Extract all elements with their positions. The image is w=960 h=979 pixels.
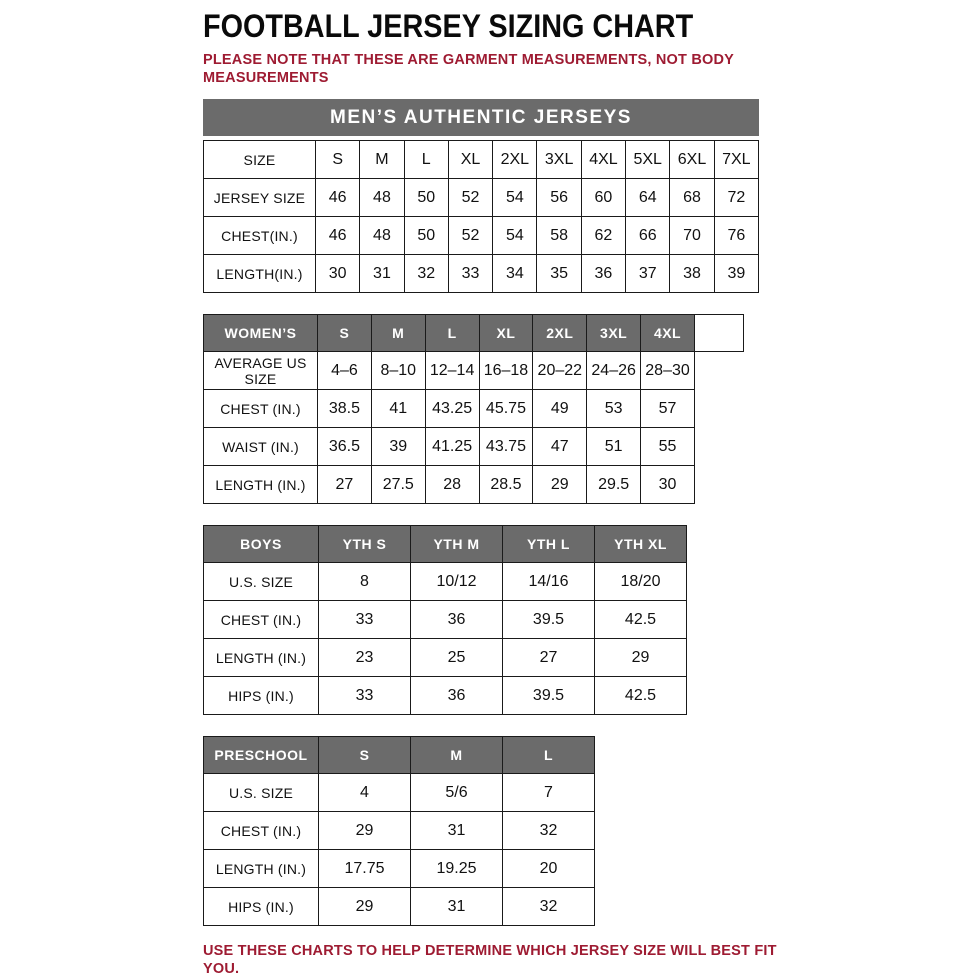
value-cell: 39.5	[503, 677, 595, 715]
table-row	[204, 352, 695, 390]
garment-measurement-note: PLEASE NOTE THAT THESE ARE GARMENT MEASUREMENTS, NOT BODY MEASUREMENTS	[203, 52, 734, 87]
table-row	[204, 428, 695, 466]
value-cell: 31	[360, 255, 404, 293]
value-cell: 29	[319, 888, 411, 926]
value-cell: 25	[411, 639, 503, 677]
value-cell: 4XL	[581, 141, 625, 179]
value-cell: 72	[714, 179, 758, 217]
fit-advice-note: USE THESE CHARTS TO HELP DETERMINE WHICH JERSEY SIZE WILL BEST FIT YOU.	[203, 943, 777, 978]
row-label-cell: LENGTH (IN.)	[204, 639, 319, 677]
value-cell: 52	[448, 217, 492, 255]
mens-sizing-table	[203, 140, 759, 293]
value-cell: 50	[404, 217, 448, 255]
value-cell: 16–18	[479, 352, 533, 390]
row-label-cell: CHEST(IN.)	[204, 217, 316, 255]
table-row	[204, 812, 595, 850]
value-cell: 50	[404, 179, 448, 217]
value-cell: 43.75	[479, 428, 533, 466]
value-cell: 17.75	[319, 850, 411, 888]
value-cell: 45.75	[479, 390, 533, 428]
value-cell: 57	[641, 390, 695, 428]
value-cell: 41	[371, 390, 425, 428]
womens-table-wrap	[203, 314, 783, 504]
value-cell: 29.5	[587, 466, 641, 504]
value-cell: 46	[316, 217, 360, 255]
value-cell: 55	[641, 428, 695, 466]
header-size-cell: M	[411, 737, 503, 774]
value-cell: 28	[425, 466, 479, 504]
value-cell: 27.5	[371, 466, 425, 504]
boys-sizing-table	[203, 525, 687, 715]
row-label-cell: U.S. SIZE	[204, 563, 319, 601]
row-label-cell: JERSEY SIZE	[204, 179, 316, 217]
mens-table-banner: MEN’S AUTHENTIC JERSEYS	[203, 99, 759, 136]
value-cell: 24–26	[587, 352, 641, 390]
value-cell: 27	[503, 639, 595, 677]
preschool-table-wrap	[203, 736, 783, 926]
header-size-cell: 2XL	[533, 315, 587, 352]
value-cell: 42.5	[595, 601, 687, 639]
value-cell: 20–22	[533, 352, 587, 390]
value-cell: 29	[533, 466, 587, 504]
value-cell: 41.25	[425, 428, 479, 466]
value-cell: 31	[411, 888, 503, 926]
row-label-cell: LENGTH(IN.)	[204, 255, 316, 293]
table-row	[204, 217, 759, 255]
value-cell: 32	[503, 888, 595, 926]
value-cell: 39	[371, 428, 425, 466]
table-row	[204, 639, 687, 677]
row-label-cell: LENGTH (IN.)	[204, 466, 318, 504]
value-cell: 70	[670, 217, 714, 255]
value-cell: 33	[319, 677, 411, 715]
table-row	[204, 141, 759, 179]
header-size-cell: YTH S	[319, 526, 411, 563]
header-size-cell: YTH L	[503, 526, 595, 563]
value-cell: 31	[411, 812, 503, 850]
row-label-cell: HIPS (IN.)	[204, 888, 319, 926]
value-cell: 4	[319, 774, 411, 812]
value-cell: 39	[714, 255, 758, 293]
value-cell: 53	[587, 390, 641, 428]
value-cell: 27	[318, 466, 372, 504]
value-cell: S	[316, 141, 360, 179]
value-cell: 36	[411, 677, 503, 715]
value-cell: 64	[626, 179, 670, 217]
header-size-cell: 4XL	[641, 315, 695, 352]
header-size-cell: S	[318, 315, 372, 352]
row-label-cell: AVERAGE US SIZE	[204, 352, 318, 390]
value-cell: 32	[503, 812, 595, 850]
header-size-cell: YTH M	[411, 526, 503, 563]
value-cell: 39.5	[503, 601, 595, 639]
value-cell: 30	[316, 255, 360, 293]
preschool-sizing-table	[203, 736, 595, 926]
value-cell: 4–6	[318, 352, 372, 390]
row-label-cell: LENGTH (IN.)	[204, 850, 319, 888]
header-row	[204, 315, 695, 352]
value-cell: 33	[448, 255, 492, 293]
value-cell: 66	[626, 217, 670, 255]
value-cell: 28.5	[479, 466, 533, 504]
header-row	[204, 526, 687, 563]
value-cell: 47	[533, 428, 587, 466]
header-size-cell: XL	[479, 315, 533, 352]
header-size-cell: S	[319, 737, 411, 774]
header-label-cell: WOMEN’S	[204, 315, 318, 352]
value-cell: 38	[670, 255, 714, 293]
value-cell: 42.5	[595, 677, 687, 715]
value-cell: 76	[714, 217, 758, 255]
value-cell: 14/16	[503, 563, 595, 601]
row-label-cell: U.S. SIZE	[204, 774, 319, 812]
value-cell: 33	[319, 601, 411, 639]
value-cell: 5XL	[626, 141, 670, 179]
value-cell: 2XL	[493, 141, 537, 179]
value-cell: 49	[533, 390, 587, 428]
value-cell: 8	[319, 563, 411, 601]
value-cell: 5/6	[411, 774, 503, 812]
value-cell: 30	[641, 466, 695, 504]
header-row	[204, 737, 595, 774]
value-cell: L	[404, 141, 448, 179]
value-cell: 6XL	[670, 141, 714, 179]
row-label-cell: CHEST (IN.)	[204, 812, 319, 850]
table-row	[204, 179, 759, 217]
value-cell: 7XL	[714, 141, 758, 179]
womens-sizing-table	[203, 314, 695, 504]
value-cell: 20	[503, 850, 595, 888]
value-cell: 56	[537, 179, 581, 217]
row-label-cell: WAIST (IN.)	[204, 428, 318, 466]
value-cell: 60	[581, 179, 625, 217]
value-cell: 29	[319, 812, 411, 850]
value-cell: 7	[503, 774, 595, 812]
value-cell: 58	[537, 217, 581, 255]
table-row	[204, 888, 595, 926]
content-column	[203, 8, 783, 979]
value-cell: 10/12	[411, 563, 503, 601]
page-title: FOOTBALL JERSEY SIZING CHART	[203, 8, 694, 44]
value-cell: 18/20	[595, 563, 687, 601]
header-size-cell: 3XL	[587, 315, 641, 352]
value-cell: M	[360, 141, 404, 179]
value-cell: 35	[537, 255, 581, 293]
table-row	[204, 601, 687, 639]
value-cell: 36	[581, 255, 625, 293]
value-cell: 3XL	[537, 141, 581, 179]
value-cell: 54	[493, 179, 537, 217]
boys-table-wrap	[203, 525, 783, 715]
value-cell: 62	[581, 217, 625, 255]
value-cell: 48	[360, 179, 404, 217]
value-cell: 36.5	[318, 428, 372, 466]
table-row	[204, 390, 695, 428]
row-label-cell: CHEST (IN.)	[204, 601, 319, 639]
empty-header-cell	[694, 314, 744, 352]
header-size-cell: L	[503, 737, 595, 774]
table-row	[204, 563, 687, 601]
value-cell: XL	[448, 141, 492, 179]
value-cell: 38.5	[318, 390, 372, 428]
value-cell: 37	[626, 255, 670, 293]
value-cell: 34	[493, 255, 537, 293]
row-label-cell: SIZE	[204, 141, 316, 179]
value-cell: 19.25	[411, 850, 503, 888]
table-row	[204, 677, 687, 715]
value-cell: 54	[493, 217, 537, 255]
header-size-cell: YTH XL	[595, 526, 687, 563]
value-cell: 28–30	[641, 352, 695, 390]
value-cell: 48	[360, 217, 404, 255]
value-cell: 46	[316, 179, 360, 217]
header-size-cell: L	[425, 315, 479, 352]
value-cell: 8–10	[371, 352, 425, 390]
value-cell: 52	[448, 179, 492, 217]
table-row	[204, 255, 759, 293]
table-row	[204, 850, 595, 888]
row-label-cell: CHEST (IN.)	[204, 390, 318, 428]
table-row	[204, 466, 695, 504]
header-label-cell: PRESCHOOL	[204, 737, 319, 774]
value-cell: 23	[319, 639, 411, 677]
value-cell: 51	[587, 428, 641, 466]
table-row	[204, 774, 595, 812]
value-cell: 29	[595, 639, 687, 677]
row-label-cell: HIPS (IN.)	[204, 677, 319, 715]
header-size-cell: M	[371, 315, 425, 352]
value-cell: 12–14	[425, 352, 479, 390]
value-cell: 36	[411, 601, 503, 639]
value-cell: 68	[670, 179, 714, 217]
value-cell: 43.25	[425, 390, 479, 428]
header-label-cell: BOYS	[204, 526, 319, 563]
value-cell: 32	[404, 255, 448, 293]
